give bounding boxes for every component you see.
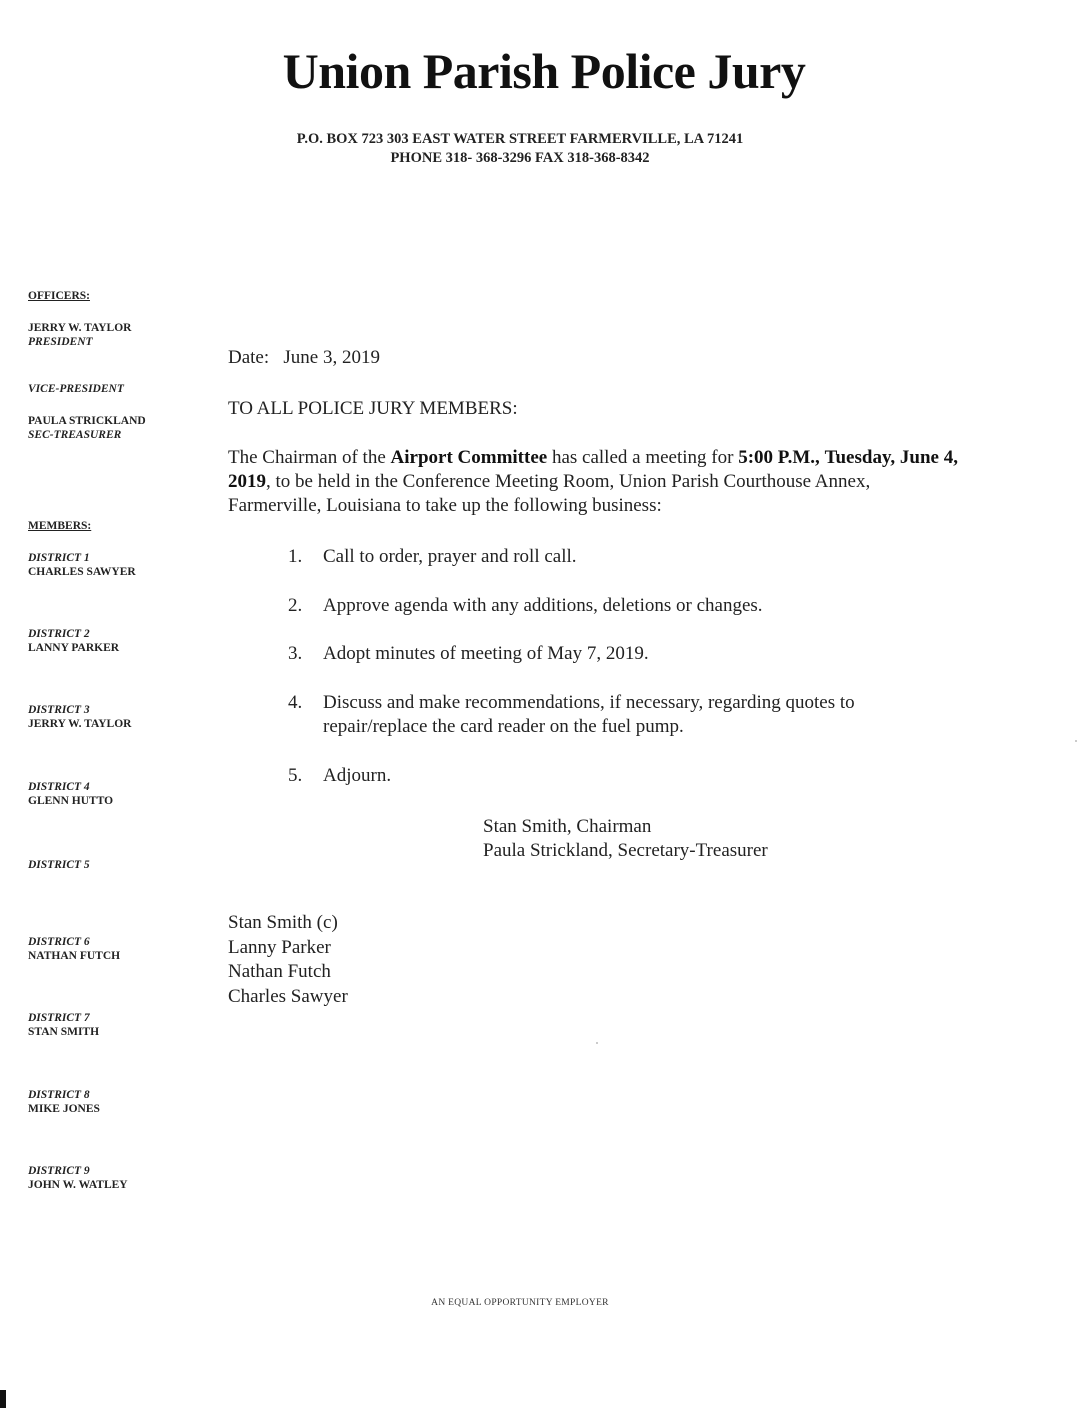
intro-text: , to be held in the Conference Meeting Room, Union Parish Courthouse Annex, Farmerville, Louisiana to take up the following business: [228,471,871,516]
meeting-date: Tuesday, June 4, 2019 [228,447,958,492]
agenda-number: 5. [288,765,303,786]
member-name: GLENN HUTTO [28,795,114,807]
intro-text: has called a meeting for [547,447,739,468]
member-entry [28,703,198,731]
member-entry [28,780,198,808]
member-name: LANNY PARKER [28,642,120,654]
agenda-number: 1. [288,546,303,567]
secretary-signature: Paula Strickland, Secretary-Treasurer [483,840,768,861]
member-entry [28,627,198,655]
member-district: DISTRICT 7 [28,1012,90,1024]
signature-block [483,815,768,863]
letterhead-address [0,130,1040,168]
agenda-text: Discuss and make recommendations, if necessary, regarding quotes to repair/replace the card reader on the fuel pump. [323,692,855,737]
member-district: DISTRICT 2 [28,628,90,640]
member-district: DISTRICT 8 [28,1089,90,1101]
committee-member: Stan Smith (c) [228,912,338,933]
date-label: Date: [228,347,270,368]
scan-artifact [0,1390,6,1408]
members-heading: MEMBERS: [28,520,92,532]
intro-text: The Chairman of the [228,447,391,468]
member-name: JOHN W. WATLEY [28,1179,128,1191]
member-district: DISTRICT 6 [28,936,90,948]
committee-member: Charles Sawyer [228,985,348,1007]
member-district: DISTRICT 4 [28,781,90,793]
meeting-time: 5:00 P.M., [738,447,820,468]
member-name: STAN SMITH [28,1026,100,1038]
salutation: TO ALL POLICE JURY MEMBERS: [228,398,518,419]
member-district: DISTRICT 1 [28,552,90,564]
chairman-signature: Stan Smith, Chairman [483,816,652,837]
officers-heading: OFFICERS: [28,290,90,302]
officer-name: PAULA STRICKLAND [28,415,146,427]
officer-role: VICE-PRESIDENT [28,383,124,395]
member-name: MIKE JONES [28,1103,100,1115]
agenda-text: Call to order, prayer and roll call. [323,546,577,567]
committee-member: Nathan Futch [228,961,331,982]
member-entry [28,1088,198,1116]
scan-speck [596,1042,598,1044]
phone-fax-line: PHONE 318- 368-3296 FAX 318-368-8342 [390,150,650,166]
member-name: NATHAN FUTCH [28,950,121,962]
date-value: June 3, 2019 [283,347,380,368]
member-entry [28,858,198,872]
agenda-number: 3. [288,643,303,664]
member-name: CHARLES SAWYER [28,566,136,578]
address-line: P.O. BOX 723 303 EAST WATER STREET FARMERVILLE, LA 71241 [296,131,744,147]
officer-entry [28,321,198,349]
member-district: DISTRICT 5 [28,859,90,871]
committee-name: Airport Committee [390,447,548,468]
officer-entry [28,382,198,396]
agenda-text: Adopt minutes of meeting of May 7, 2019. [323,643,649,664]
committee-member: Lanny Parker [228,936,331,958]
officer-name: JERRY W. TAYLOR [28,322,132,334]
agenda-number: 4. [288,692,303,713]
member-district: DISTRICT 9 [28,1165,90,1177]
intro-paragraph [228,446,968,518]
member-entry [28,551,198,579]
footer-eeo: AN EQUAL OPPORTUNITY EMPLOYER [431,1298,609,1308]
officer-role: PRESIDENT [28,336,93,348]
letterhead-title: Union Parish Police Jury [282,43,806,99]
member-name: JERRY W. TAYLOR [28,718,132,730]
member-entry [28,1164,198,1192]
agenda-text: Approve agenda with any additions, deletions or changes. [323,595,763,616]
member-entry [28,1011,198,1039]
scan-speck [1075,740,1077,742]
officer-role: SEC-TREASURER [28,429,122,441]
agenda-number: 2. [288,595,303,616]
committee-members-list [228,911,348,1009]
agenda-text: Adjourn. [323,765,392,786]
officer-entry [28,414,198,442]
member-district: DISTRICT 3 [28,704,90,716]
member-entry [28,935,198,963]
letter-date [228,347,380,369]
